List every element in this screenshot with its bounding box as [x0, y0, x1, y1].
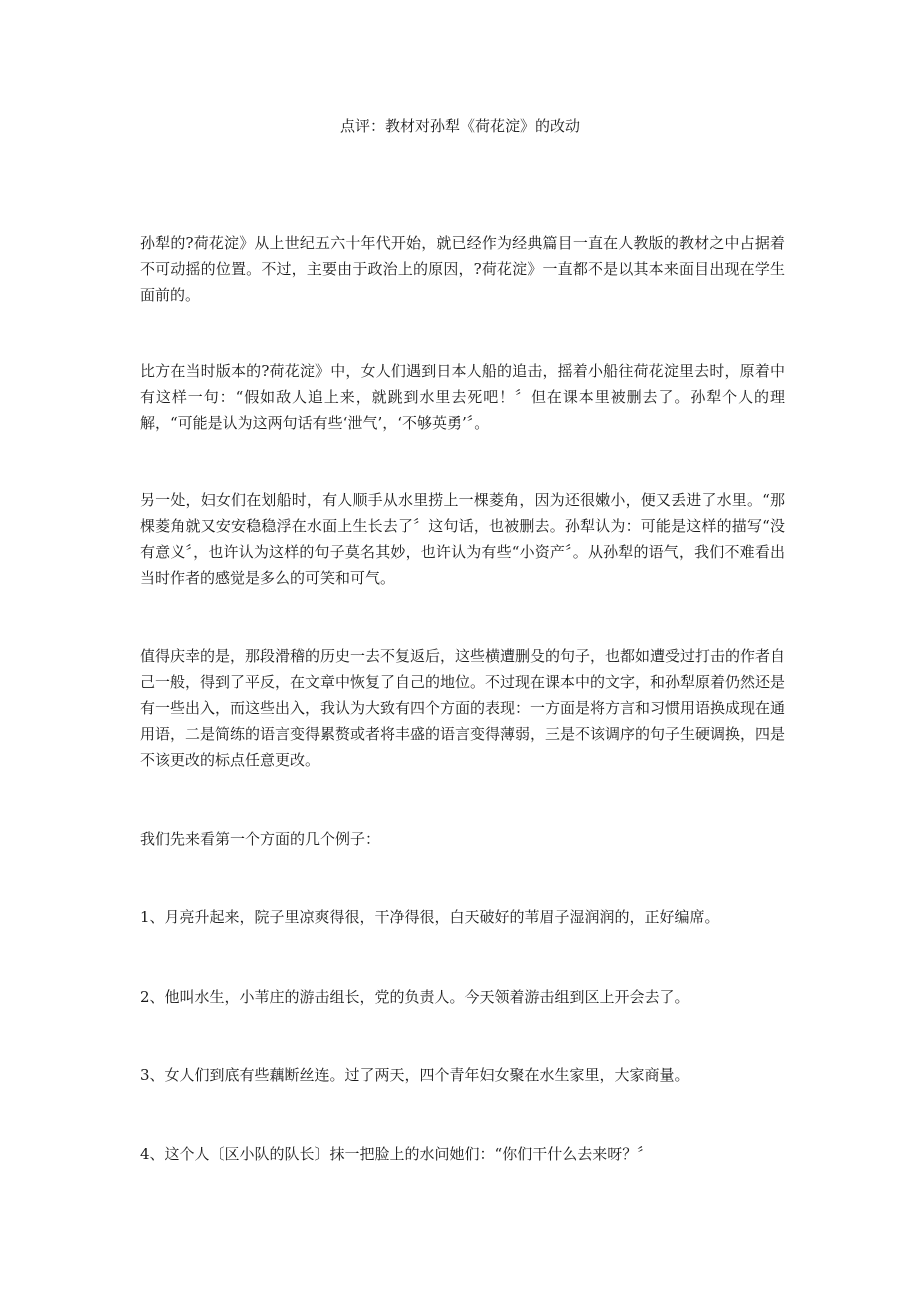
paragraph-example-deleted-sentence: 比方在当时版本的?荷花淀》中，女人们遇到日本人船的追击，摇着小船往荷花淀里去时，原着中有这样一句：“假如敌人追上来，就跳到水里去死吧！〞但在课本里被删去了。孙犁个人的理解，“可能是认为这两句话有些‘泄气’，‘不够英勇’〞。	[140, 362, 785, 432]
document-title: 点评：教材对孙犁《荷花淀》的改动	[339, 117, 580, 135]
list-item-example-2: 2、他叫水生，小苇庄的游击组长，党的负责人。今天领着游击组到区上开会去了。	[140, 988, 690, 1006]
list-item-example-3: 3、女人们到底有些藕断丝连。过了两天，四个青年妇女聚在水生家里，大家商量。	[140, 1066, 690, 1084]
paragraph-intro: 孙犁的?荷花淀》从上世纪五六十年代开始，就已经作为经典篇目一直在人教版的教材之中占据着不可动摇的位置。不过，主要由于政治上的原因，?荷花淀》一直都不是以其本来面目出现在学生面前的。	[140, 234, 785, 304]
paragraph-four-aspects: 值得庆幸的是，那段滑稽的历史一去不复返后，这些横遭删殳的句子，也都如遭受过打击的作者自己一般，得到了平反，在文章中恢复了自己的地位。不过现在课本中的文字，和孙犁原着仍然还是有一些出入，而这些出入，我认为大致有四个方面的表现：一方面是将方言和习惯用语换成现在通用语，二是简练的语言变得累赘或者将丰盛的语言变得薄弱，三是不该调序的句子生硬调换，四是不该更改的标点任意更改。	[140, 647, 786, 769]
list-item-example-4: 4、这个人〔区小队的队长〕抹一把脸上的水问她们：“你们干什么去来呀？〞	[140, 1145, 653, 1163]
paragraph-first-aspect-intro: 我们先来看第一个方面的几个例子：	[140, 830, 381, 848]
list-item-example-1: 1、月亮升起来，院子里凉爽得很，干净得很，白天破好的苇眉子湿润润的，正好编席。	[140, 908, 720, 926]
paragraph-example-water-chestnut: 另一处，妇女们在划船时，有人顺手从水里捞上一棵菱角，因为还很嫩小，便又丢进了水里。“那棵菱角就又安安稳稳浮在水面上生长去了〞这句话，也被删去。孙犁认为：可能是这样的描写“没有意义〞，也许认为这样的句子莫名其妙，也许认为有些“小资产〞。从孙犁的语气，我们不难看出当时作者的感觉是多么的可笑和可气。	[140, 491, 785, 587]
